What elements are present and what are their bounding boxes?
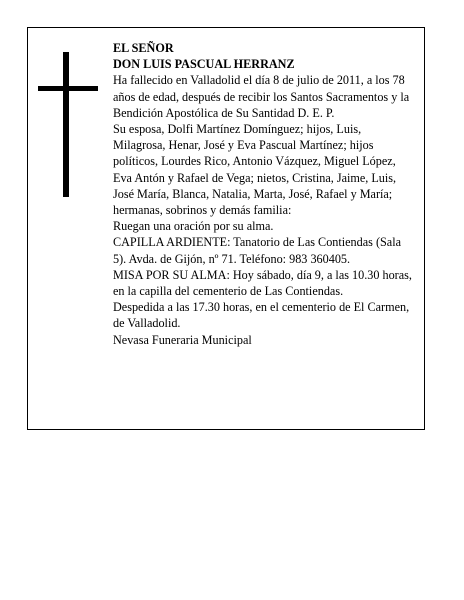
prayer-request: Ruegan una oración por su alma.	[113, 219, 274, 234]
wake-location: CAPILLA ARDIENTE: Tanatorio de Las Contiendas (Sala 5). Avda. de Gijón, nº 71. Teléfono: 983 360405.	[113, 235, 401, 266]
death-announcement: Ha fallecido en Valladolid el día 8 de julio de 2011, a los 78 años de edad, después de recibir los Santos Sacramentos y la Bendición Apostólica de Su Santidad D. E. P.	[113, 73, 410, 120]
funeral-home: Nevasa Funeraria Municipal	[113, 332, 252, 347]
mass-details: MISA POR SU ALMA: Hoy sábado, día 9, a las 10.30 horas, en la capilla del cementerio de Las Contiendas.	[113, 267, 412, 299]
deceased-name: DON LUIS PASCUAL HERRANZ	[113, 57, 295, 72]
cross-icon	[38, 52, 98, 197]
cross-vertical-bar	[63, 52, 69, 197]
family-list: Su esposa, Dolfi Martínez Domínguez; hijos, Luis, Milagrosa, Henar, José y Eva Pascual Martínez; hijos políticos, Lourdes Rico, Antonio Vázquez, Miguel López, Eva Antón y Rafael de Vega; nietos, Cristina, Jaime, Luis, José María, Blanca, Natalia, Marta, José, Rafael y María; hermanas, sobrinos y demás familia:	[113, 122, 397, 218]
title-line: EL SEÑOR	[113, 41, 174, 55]
obituary-text	[113, 40, 415, 348]
farewell-details: Despedida a las 17.30 horas, en el cementerio de El Carmen, de Valladolid.	[113, 300, 410, 331]
cross-horizontal-bar	[38, 86, 98, 91]
